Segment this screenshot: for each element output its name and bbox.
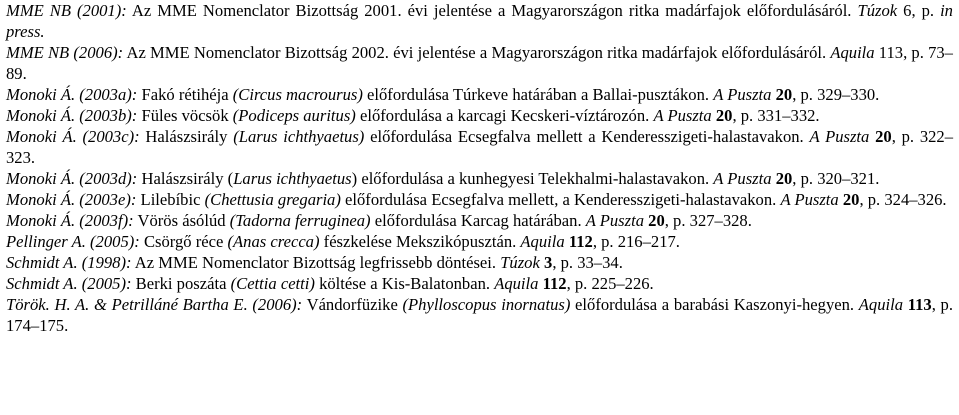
- reference-entry: [6, 84, 953, 105]
- italic-segment: Pellinger A. (2005):: [6, 232, 140, 251]
- text-segment: ) előfordulása a kunhegyesi Telekhalmi-halastavakon.: [351, 169, 714, 188]
- text-segment: Az MME Nomenclator Bizottság 2002. évi jelentése a Magyarországon ritka madárfajok előfordulásáról.: [123, 43, 831, 62]
- bold-segment: 20: [842, 190, 860, 209]
- reference-entry: [6, 42, 953, 84]
- italic-segment: (Podiceps auritus): [232, 106, 356, 125]
- text-segment: előfordulása Ecsegfalva mellett, a Kenderesszigeti-halastavakon.: [340, 190, 781, 209]
- text-segment: Vándorfüzike: [302, 295, 403, 314]
- text-segment: , p. 216–217.: [592, 232, 680, 251]
- italic-segment: A Puszta: [713, 169, 772, 188]
- reference-entry: [6, 231, 953, 252]
- italic-segment: (Chettusia gregaria): [204, 190, 341, 209]
- italic-segment: A Puszta: [653, 106, 712, 125]
- italic-segment: (Circus macrourus): [232, 85, 363, 104]
- text-segment: Fakó rétihéja: [137, 85, 233, 104]
- italic-segment: Monoki Á. (2003e):: [6, 190, 137, 209]
- italic-segment: (Anas crecca): [227, 232, 320, 251]
- italic-segment: in press.: [6, 1, 953, 41]
- bold-segment: 112: [542, 274, 567, 293]
- italic-segment: MME NB (2001):: [6, 1, 127, 20]
- text-segment: előfordulása Karcag határában.: [370, 211, 586, 230]
- italic-segment: Aquila: [494, 274, 539, 293]
- italic-segment: (Tadorna ferruginea): [229, 211, 371, 230]
- italic-segment: Schmidt A. (1998):: [6, 253, 132, 272]
- text-segment: , p. 225–226.: [566, 274, 654, 293]
- text-segment: , p. 33–34.: [552, 253, 623, 272]
- text-segment: , p. 331–332.: [732, 106, 820, 125]
- reference-entry: [6, 168, 953, 189]
- text-segment: előfordulása Ecsegfalva mellett a Kenderesszigeti-halastavakon.: [364, 127, 810, 146]
- text-segment: Az MME Nomenclator Bizottság legfrissebb döntései.: [131, 253, 501, 272]
- text-segment: , p. 322–323.: [6, 127, 954, 167]
- bold-segment: 20: [715, 106, 733, 125]
- text-segment: Berki poszáta: [131, 274, 231, 293]
- bold-segment: 20: [775, 169, 793, 188]
- italic-segment: A Puszta: [780, 190, 839, 209]
- text-segment: előfordulása a barabási Kaszonyi-hegyen.: [570, 295, 859, 314]
- bold-segment: 20: [875, 127, 892, 146]
- text-segment: előfordulása a karcagi Kecskeri-víztározón.: [355, 106, 654, 125]
- reference-entry: [6, 294, 953, 336]
- italic-segment: (Larus ichthyaetus): [233, 127, 365, 146]
- italic-segment: Monoki Á. (2003f):: [6, 211, 134, 230]
- italic-segment: Aquila: [830, 43, 875, 62]
- text-segment: , p. 329–330.: [792, 85, 880, 104]
- italic-segment: Monoki Á. (2003d):: [6, 169, 138, 188]
- reference-entry: [6, 105, 953, 126]
- text-segment: fészkelése Mekszikópusztán.: [319, 232, 521, 251]
- text-segment: Vörös ásólúd: [133, 211, 230, 230]
- reference-entry: [6, 126, 953, 168]
- italic-segment: A Puszta: [585, 211, 644, 230]
- bold-segment: 112: [568, 232, 593, 251]
- italic-segment: Schmidt A. (2005):: [6, 274, 132, 293]
- reference-entry: [6, 189, 953, 210]
- text-segment: , p. 327–328.: [664, 211, 752, 230]
- text-segment: Lilebíbic: [136, 190, 205, 209]
- text-segment: , p. 320–321.: [792, 169, 880, 188]
- text-segment: 6, p.: [897, 1, 941, 20]
- italic-segment: Larus ichthyaetus: [233, 169, 352, 188]
- bold-segment: 20: [648, 211, 665, 230]
- text-segment: Füles vöcsök: [137, 106, 233, 125]
- text-segment: előfordulása Túrkeve határában a Ballai-pusztákon.: [362, 85, 714, 104]
- italic-segment: Monoki Á. (2003b):: [6, 106, 138, 125]
- text-segment: 113, p. 73–89.: [6, 43, 953, 83]
- text-segment: , p. 324–326.: [859, 190, 947, 209]
- italic-segment: Monoki Á. (2003c):: [6, 127, 140, 146]
- text-segment: Az MME Nomenclator Bizottság 2001. évi jelentése a Magyarországon ritka madárfajok előfordulásáról.: [126, 1, 858, 20]
- reference-entry: [6, 252, 953, 273]
- italic-segment: Aquila: [858, 295, 904, 314]
- text-segment: Halászsirály: [139, 127, 234, 146]
- italic-segment: Túzok: [857, 1, 898, 20]
- reference-entry: [6, 210, 953, 231]
- italic-segment: Monoki Á. (2003a):: [6, 85, 138, 104]
- italic-segment: Aquila: [520, 232, 565, 251]
- italic-segment: (Cettia cetti): [230, 274, 315, 293]
- italic-segment: (Phylloscopus inornatus): [402, 295, 571, 314]
- italic-segment: MME NB (2006):: [6, 43, 124, 62]
- reference-entry: [6, 0, 953, 42]
- italic-segment: Török. H. A. & Petrilláné Bartha E. (2006):: [6, 295, 303, 314]
- bold-segment: 113: [907, 295, 932, 314]
- text-segment: , p. 174–175.: [6, 295, 953, 335]
- text-segment: Csörgő réce: [139, 232, 228, 251]
- italic-segment: Túzok: [500, 253, 540, 272]
- italic-segment: A Puszta: [713, 85, 772, 104]
- text-segment: Halászsirály (: [137, 169, 234, 188]
- text-segment: költése a Kis-Balatonban.: [314, 274, 495, 293]
- reference-entry: [6, 273, 953, 294]
- bold-segment: 20: [775, 85, 793, 104]
- italic-segment: A Puszta: [809, 127, 870, 146]
- bold-segment: 3: [544, 253, 553, 272]
